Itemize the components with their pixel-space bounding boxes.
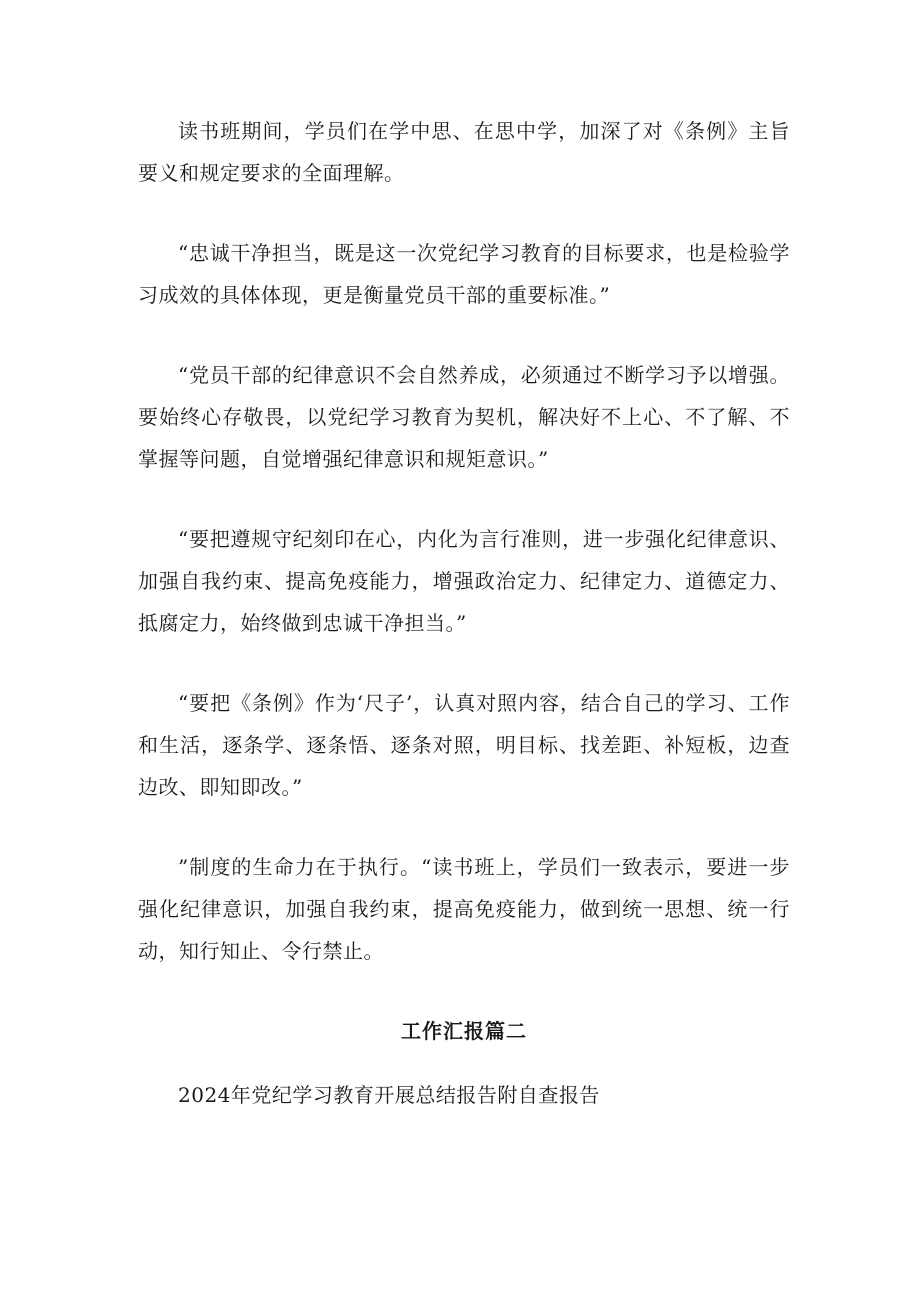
- document-page: [138, 110, 790, 1116]
- paragraph-2: “忠诚干净担当，既是这一次党纪学习教育的目标要求，也是检验学习成效的具体体现，更是衡量党员干部的重要标准。”: [138, 241, 790, 307]
- paragraph-3: “党员干部的纪律意识不会自然养成，必须通过不断学习予以增强。要始终心存敬畏，以党纪学习教育为契机，解决好不上心、不了解、不掌握等问题，自觉增强纪律意识和规矩意识。”: [138, 363, 790, 471]
- report-subtitle: 2024年党纪学习教育开展总结报告附自查报告: [178, 1083, 600, 1107]
- paragraph-1: 读书班期间，学员们在学中思、在思中学，加深了对《条例》主旨要义和规定要求的全面理解。: [138, 119, 790, 185]
- paragraph-4: “要把遵规守纪刻印在心，内化为言行准则，进一步强化纪律意识、加强自我约束、提高免疫能力，增强政治定力、纪律定力、道德定力、抵腐定力，始终做到忠诚干净担当。”: [138, 527, 790, 635]
- paragraph-6: ”制度的生命力在于执行。“读书班上，学员们一致表示，要进一步强化纪律意识，加强自我约束，提高免疫能力，做到统一思想、统一行动，知行知止、令行禁止。: [138, 855, 790, 963]
- section-title: 工作汇报篇二: [401, 1019, 527, 1043]
- paragraph-5: “要把《条例》作为‘尺子’，认真对照内容，结合自己的学习、工作和生活，逐条学、逐条悟、逐条对照，明目标、找差距、补短板，边查边改、即知即改。”: [138, 691, 790, 799]
